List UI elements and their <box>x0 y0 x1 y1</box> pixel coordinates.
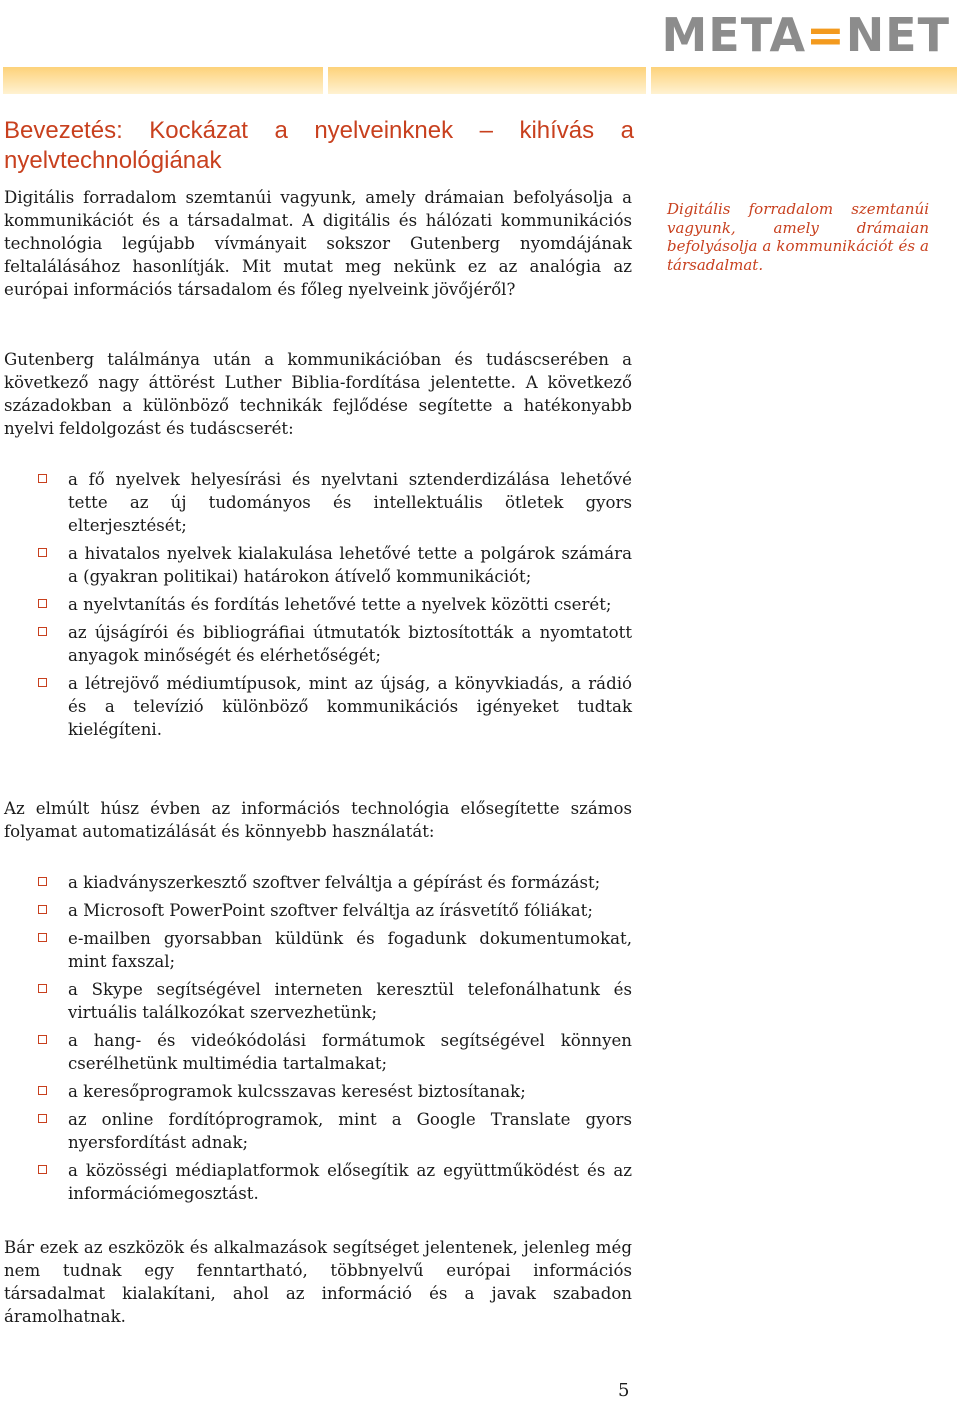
list-item: a kiadványszerkesztő szoftver felváltja a gépírást és formázást; <box>0 871 632 894</box>
header-band-middle <box>328 67 646 94</box>
bullet-list-tools <box>0 871 632 1210</box>
square-bullet-icon <box>38 1114 47 1123</box>
list-item: a nyelvtanítás és fordítás lehetővé tette a nyelvek közötti cserét; <box>0 593 632 616</box>
logo-text-left: META <box>661 8 807 62</box>
bullet-list-history <box>0 468 632 746</box>
list-item: a közösségi médiaplatformok elősegítik az együttműködést és az információmegosztást. <box>0 1159 632 1205</box>
logo-text-right: NET <box>845 8 950 62</box>
square-bullet-icon <box>38 984 47 993</box>
square-bullet-icon <box>38 474 47 483</box>
square-bullet-icon <box>38 678 47 687</box>
square-bullet-icon <box>38 877 47 886</box>
list-item: a Microsoft PowerPoint szoftver felváltja az írásvetítő fóliákat; <box>0 899 632 922</box>
paragraph-conclusion: Bár ezek az eszközök és alkalmazások segítséget jelentenek, jelenleg még nem tudnak egy fenntartható, többnyelvű európai információs társadalmat kialakítani, ahol az információ és a javak szabadon áramolhatnak. <box>4 1238 632 1326</box>
list-item: az online fordítóprogramok, mint a Google Translate gyors nyersfordítást adnak; <box>0 1108 632 1154</box>
paragraph-gutenberg: Gutenberg találmánya után a kommunikációban és tudáscserében a következő nagy áttörést Luther Biblia-fordítása jelentette. A következő századokban a különböző technikák fejlődése segítette a hatékonyabb nyelvi feldolgozást és tudáscserét: <box>4 350 632 438</box>
sidebar-quote: Digitális forradalom szemtanúi vagyunk, amely drámaian befolyásolja a kommunikációt és a társadalmat. <box>667 200 929 274</box>
square-bullet-icon <box>38 627 47 636</box>
list-item: a fő nyelvek helyesírási és nyelvtani sztenderdizálása lehetővé tette az új tudományos és intellektuális ötletek gyors elterjesztését; <box>0 468 632 537</box>
square-bullet-icon <box>38 933 47 942</box>
logo-equals-mark: = <box>806 8 846 62</box>
square-bullet-icon <box>38 1086 47 1095</box>
paragraph-it: Az elmúlt húsz évben az információs technológia elősegítette számos folyamat automatizálását és könnyebb használatát: <box>4 799 632 841</box>
list-item: e-mailben gyorsabban küldünk és fogadunk dokumentumokat, mint faxszal; <box>0 927 632 973</box>
header-band-left <box>3 67 323 94</box>
list-item: a keresőprogramok kulcsszavas keresést biztosítanak; <box>0 1080 632 1103</box>
square-bullet-icon <box>38 599 47 608</box>
intro-paragraph: Digitális forradalom szemtanúi vagyunk, amely drámaian befolyásolja a kommunikációt és a társadalmat. A digitális és hálózati kommunikációs technológia legújabb vívmányait sokszor Gutenberg nyomdájának feltalálásához hasonlítják. Mit mutat meg nekünk ez az analógia az európai információs társadalom és főleg nyelveink jövőjéről? <box>4 188 632 299</box>
square-bullet-icon <box>38 548 47 557</box>
square-bullet-icon <box>38 905 47 914</box>
meta-net-logo <box>662 4 950 66</box>
list-item: a létrejövő médiumtípusok, mint az újság, a könyvkiadás, a rádió és a televízió különböző kommunikációs igényeket tudtak kielégíteni. <box>0 672 632 741</box>
section-title: Bevezetés: Kockázat a nyelveinknek – kihívás a nyelvtechnológiának <box>4 117 634 174</box>
list-item: a Skype segítségével interneten keresztül telefonálhatunk és virtuális találkozókat szervezhetünk; <box>0 978 632 1024</box>
square-bullet-icon <box>38 1165 47 1174</box>
list-item: az újságírói és bibliográfiai útmutatók biztosították a nyomtatott anyagok minőségét és elérhetőségét; <box>0 621 632 667</box>
list-item: a hivatalos nyelvek kialakulása lehetővé tette a polgárok számára a (gyakran politikai) határokon átívelő kommunikációt; <box>0 542 632 588</box>
square-bullet-icon <box>38 1035 47 1044</box>
list-item: a hang- és videókódolási formátumok segítségével könnyen cserélhetünk multimédia tartalmakat; <box>0 1029 632 1075</box>
header-band-right <box>651 67 957 94</box>
page-number: 5 <box>618 1380 630 1401</box>
